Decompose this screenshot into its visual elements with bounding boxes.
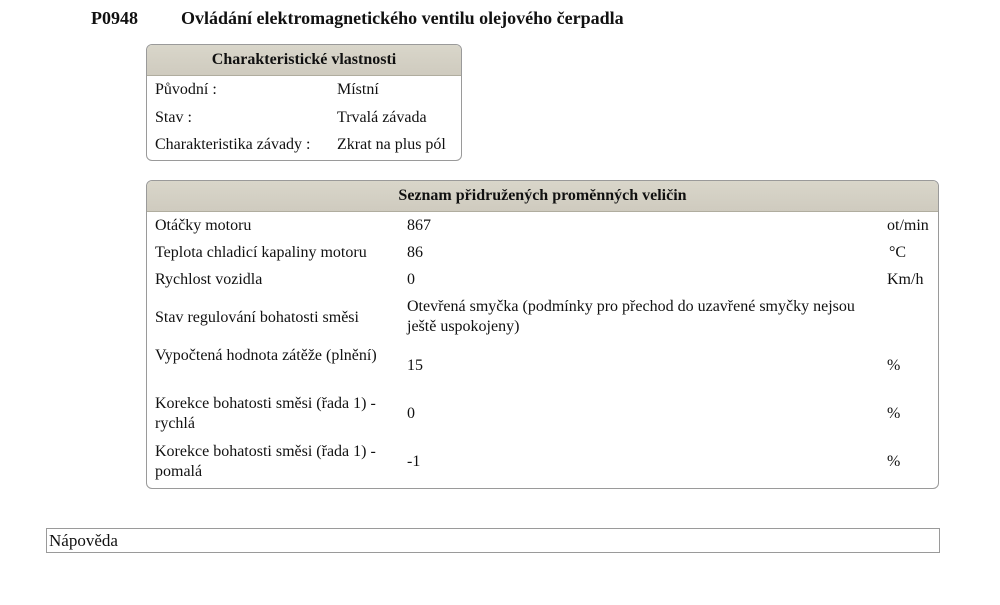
- var-unit: Km/h: [887, 271, 924, 288]
- var-label: Vypočtená hodnota zátěže (plnění): [155, 347, 377, 364]
- char-label-origin: Původní :: [155, 81, 217, 98]
- fault-description: Ovládání elektromagnetického ventilu olejového čerpadla: [181, 8, 624, 28]
- var-label: Stav regulování bohatosti směsi: [155, 309, 359, 326]
- char-value-fault-type: Zkrat na plus pól: [337, 136, 446, 153]
- var-value: 0: [407, 271, 415, 288]
- var-value: -1: [407, 453, 421, 470]
- var-label: Korekce bohatosti směsi (řada 1) - pomalá: [155, 443, 376, 480]
- char-value-state: Trvalá závada: [337, 109, 427, 126]
- characteristics-panel: [146, 44, 462, 161]
- fault-title: [91, 8, 624, 29]
- var-unit: °C: [889, 244, 907, 261]
- var-unit: %: [887, 453, 901, 470]
- var-label: Otáčky motoru: [155, 217, 252, 234]
- fault-code: P0948: [91, 8, 138, 28]
- var-value: 86: [407, 244, 423, 261]
- var-unit: %: [887, 357, 901, 374]
- char-value-origin: Místní: [337, 81, 379, 98]
- var-label: Teplota chladicí kapaliny motoru: [155, 244, 367, 261]
- help-section[interactable]: Nápověda: [46, 528, 940, 553]
- var-unit: ot/min: [887, 217, 929, 234]
- characteristics-heading: Charakteristické vlastnosti: [147, 45, 461, 76]
- var-value: Otevřená smyčka (podmínky pro přechod do uzavřené smyčky nejsou ještě uspokojeny): [407, 298, 855, 335]
- var-unit: %: [887, 405, 901, 422]
- char-label-fault-type: Charakteristika závady :: [155, 136, 311, 153]
- var-value: 15: [407, 357, 423, 374]
- var-value: 867: [407, 217, 431, 234]
- var-label: Rychlost vozidla: [155, 271, 263, 288]
- variables-panel: [146, 180, 939, 489]
- var-label: Korekce bohatosti směsi (řada 1) - rychlá: [155, 395, 376, 432]
- char-label-state: Stav :: [155, 109, 192, 126]
- variables-heading: Seznam přidružených proměnných veličin: [147, 181, 938, 212]
- var-value: 0: [407, 405, 415, 422]
